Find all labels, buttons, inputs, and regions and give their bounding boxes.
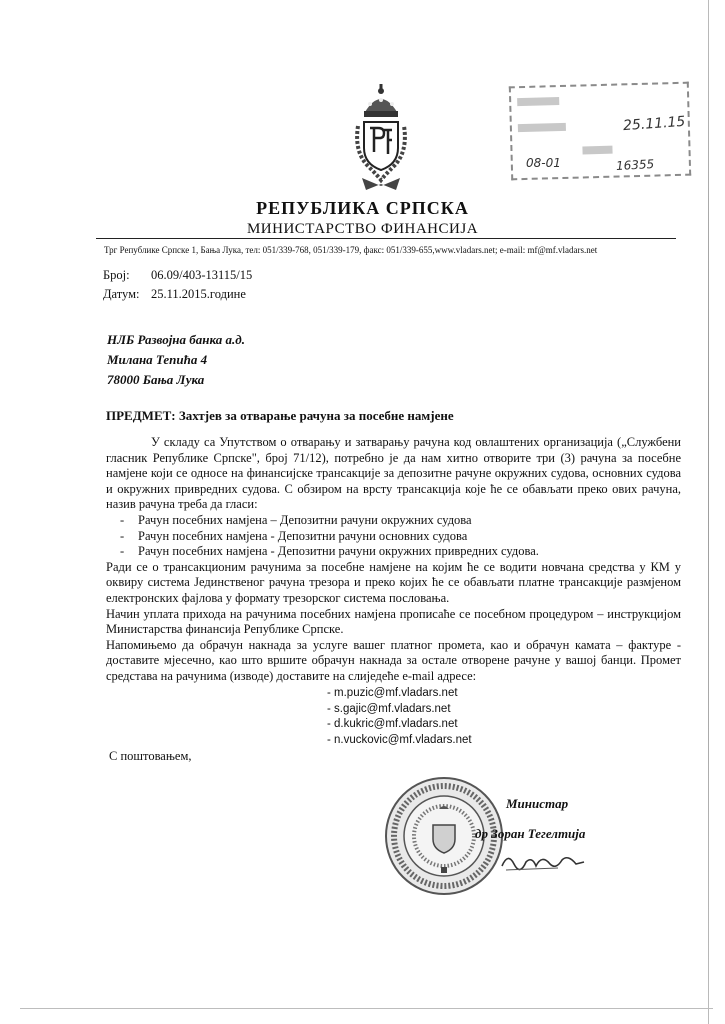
email-address: - n.vuckovic@mf.vladars.net [327,733,472,746]
recipient-address [107,330,245,390]
account-list [106,513,681,560]
body-paragraph: Начин уплата прихода на рачунима посебних намјена прописаће се посебном процедуром – инструкцијом Министарства финансија Републике Српске. [106,606,681,637]
scan-edge [708,0,709,1024]
closing: С поштовањем, [109,749,192,763]
header-title: РЕПУБЛИКА СРПСКА [256,198,469,218]
list-item: - Рачун посебних намјена – Депозитни рачуни окружних судова [106,513,681,529]
body-paragraph: Напомињемо да обрачун накнада за услуге вашег платног промета, као и обрачун камата – фактуре - доставите мјесечно, као што вршите обрачун накнада за остале отворене рачуне у вашој банци. Промет средстава на рачунима (изводе) доставите на слиједеће e-mail адресе: [106,637,681,683]
email-list [327,686,472,748]
header-subtitle: МИНИСТАРСТВО ФИНАНСИЈА [246,221,479,237]
reference-number: 06.09/403-13115/15 [151,268,253,282]
crest-icon [348,82,414,194]
signer-name: др Зоран Тегелтија [475,826,586,841]
signer-title: Министар [506,796,569,811]
reference-date-label: Датум: [103,287,140,301]
reference-number-label: Број: [103,268,130,282]
list-item: - Рачун посебних намјена - Депозитни рачуни основних судова [106,529,681,545]
signature-icon [498,846,588,876]
email-address: - d.kukric@mf.vladars.net [327,718,458,731]
email-address: - s.gajic@mf.vladars.net [327,702,451,715]
recipient-line: 78000 Бања Лука [107,372,205,387]
recipient-line: Милана Тепића 4 [107,352,208,367]
subject-line: ПРЕДМЕТ: Захтјев за отварање рачуна за посебне намјене [106,408,454,423]
recipient-line: НЛБ Развојна банка а.д. [107,332,245,347]
reference-block [103,266,252,304]
body-paragraph: Ради се о трансакционим рачунима за посебне намјене на којим ће се водити новчана средства у КМ у оквиру система Јединственог рачуна трезора и преко којих ће се обављати платне трансакције размјеном електронских фајлова у формату трезорског система пословања. [106,559,681,605]
receipt-stamp-date: 25.11.15 [622,113,686,135]
header-contact: Трг Републике Српске 1, Бања Лука, тел: 051/339-768, 051/339-179, факс: 051/339-655,www.vladars.net; e-mail: mf@mf.vladars.net [104,245,598,255]
scan-edge-bottom [20,1008,713,1009]
reference-date: 25.11.2015.године [151,287,246,301]
header-divider [96,238,676,239]
email-address: - m.puzic@mf.vladars.net [327,687,458,699]
letter-body [106,435,681,685]
body-paragraph: У складу са Упутством о отварању и затварању рачуна код овлаштених организација („Службени гласник Републике Српске", број 71/12), потребно је да нам хитно отворите три (3) рачуна за посебне намјене који се односе на финансијске трансакције за депозитне рачуне окружних судова, основних судова и окружних привредних судова. С обзиром на врсту трансакција које ће се обављати преко ових рачуна, назив рачуна треба да гласи: [106,435,681,512]
list-item: - Рачун посебних намјена - Депозитни рачуни окружних привредних судова. [106,544,681,560]
receipt-stamp-number: 16355 [615,157,655,173]
receipt-stamp-code: 08-01 [526,156,561,170]
